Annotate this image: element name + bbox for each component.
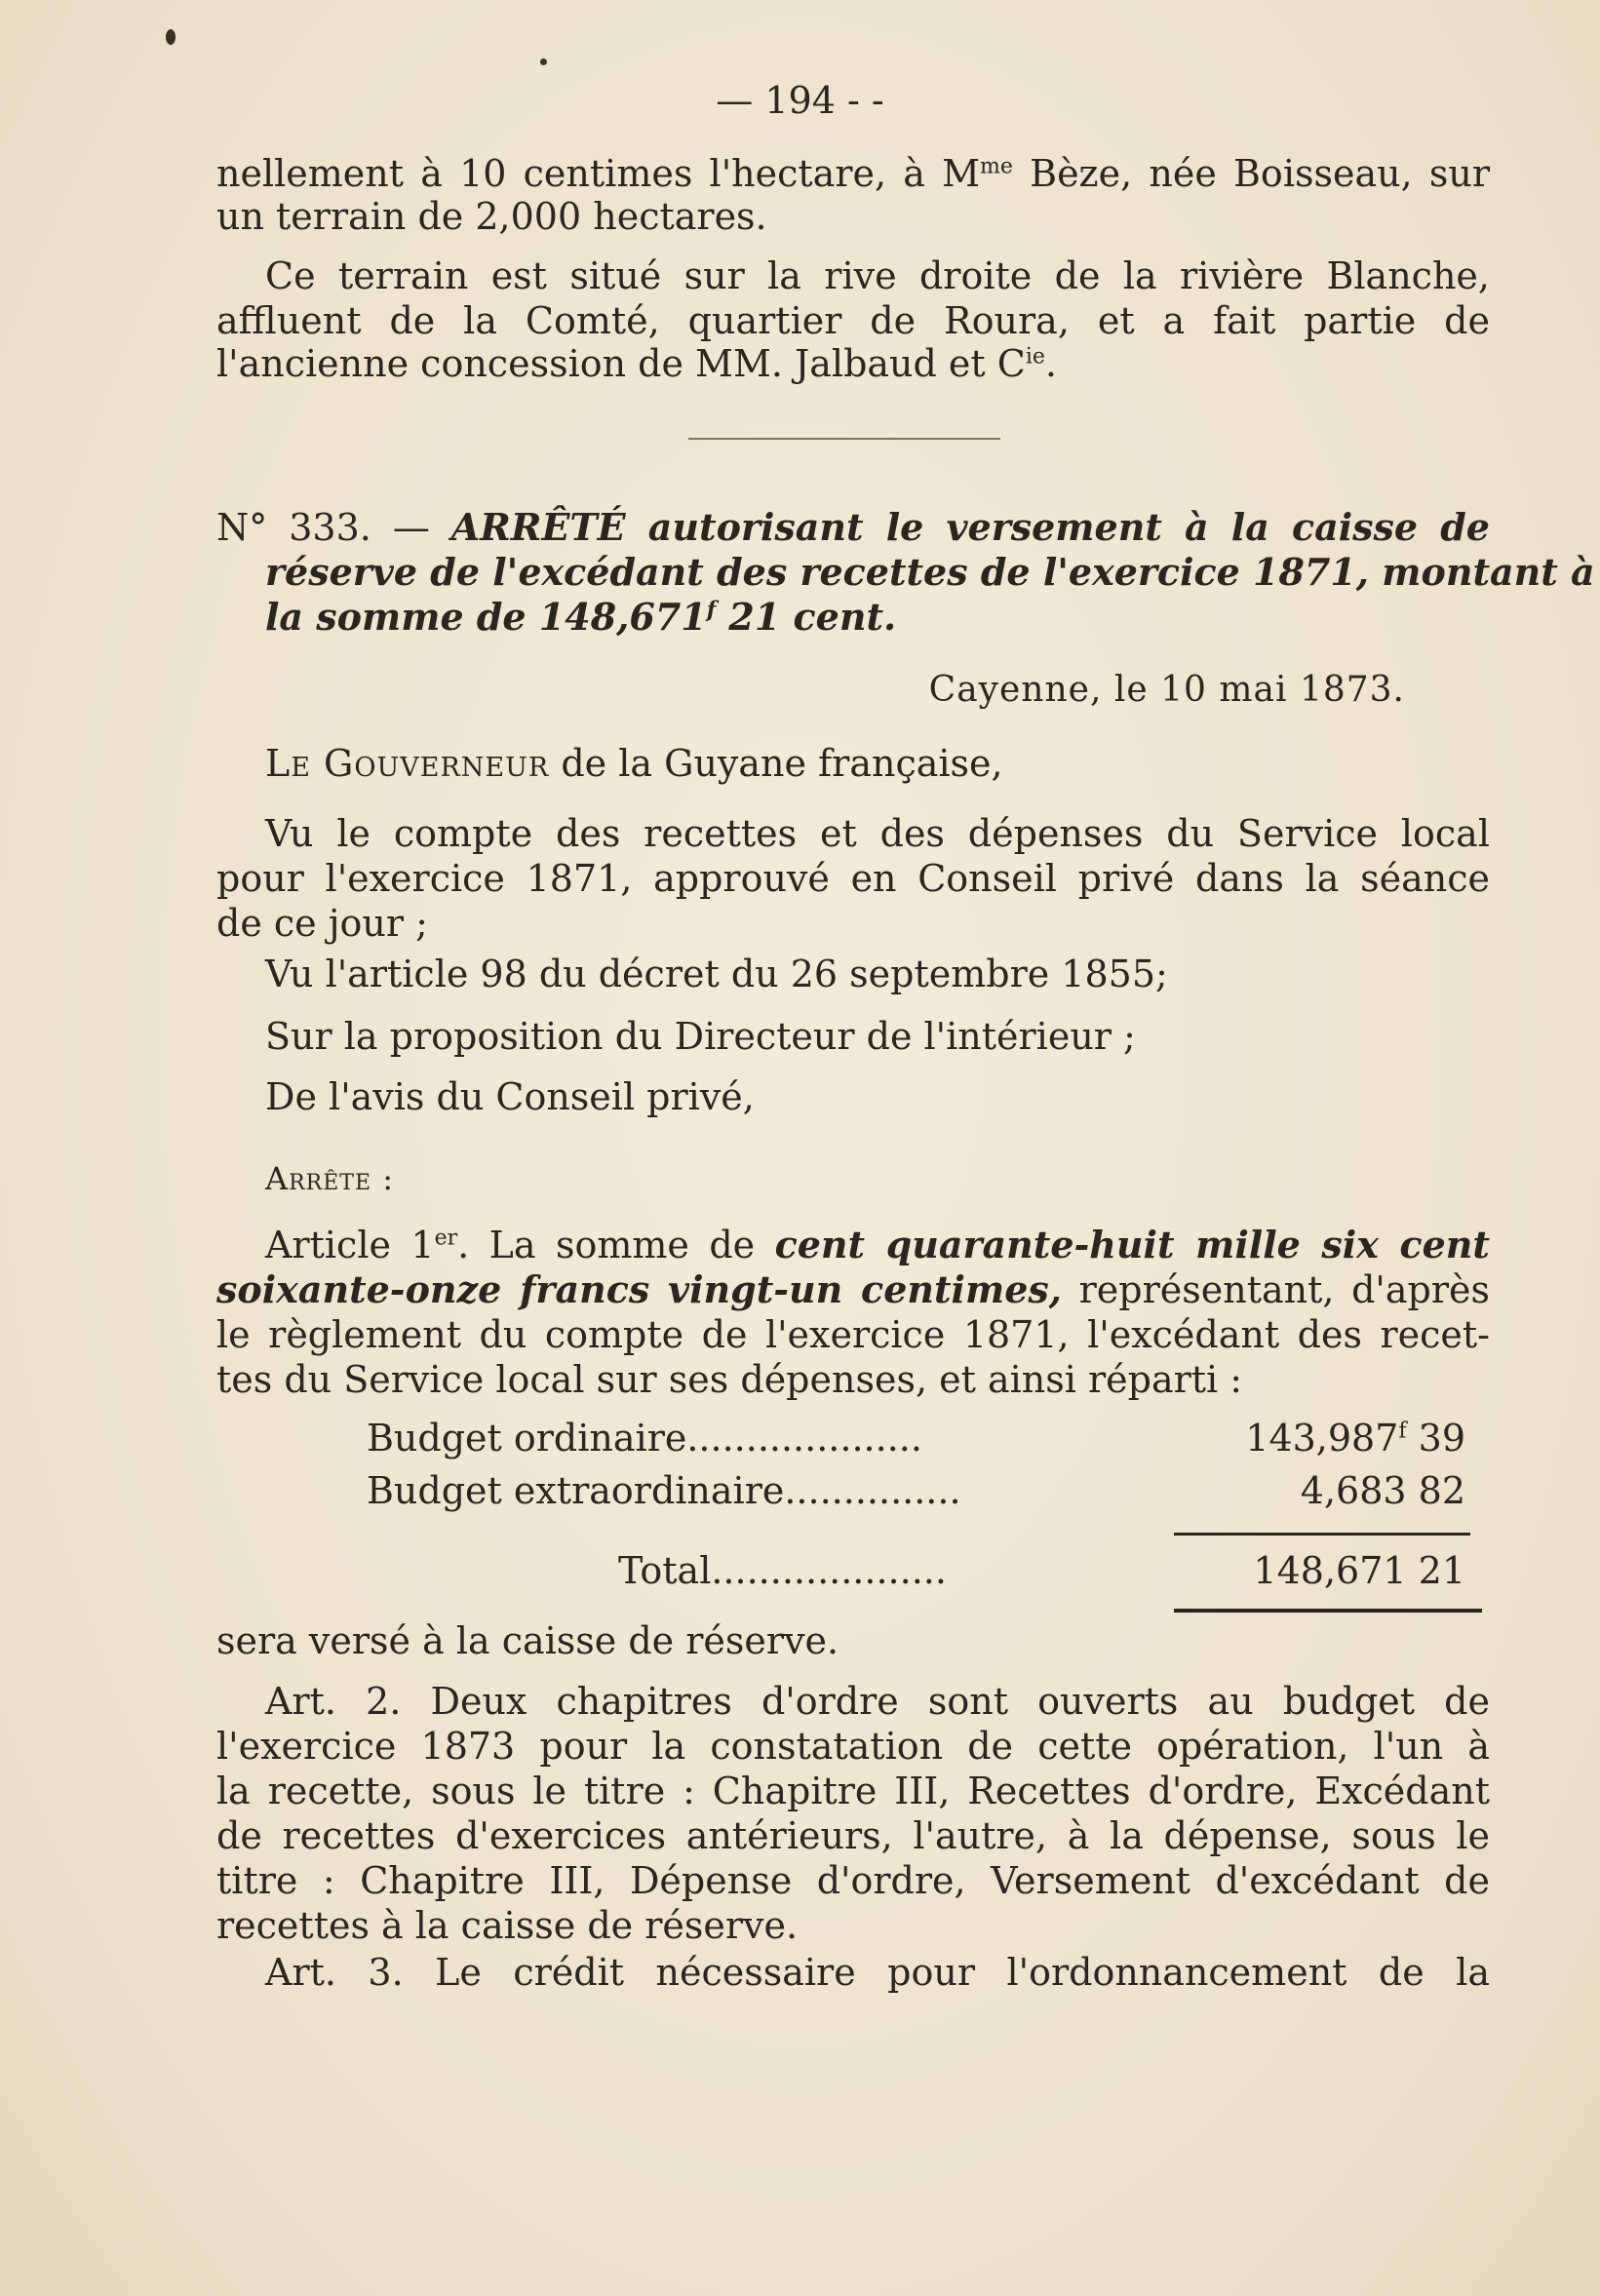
ink-spot xyxy=(540,58,547,65)
intro-text: Bèze, née Boisseau, sur xyxy=(1012,152,1491,195)
decree-heading: ARRÊTÉ xyxy=(450,505,626,549)
intro-line-5 xyxy=(216,341,1490,386)
budget-cents: 39 xyxy=(1406,1417,1465,1459)
article2-line: titre : Chapitre III, Dépense d'ordre, Versement d'excédant de xyxy=(216,1859,1490,1902)
superscript: f xyxy=(1398,1419,1407,1444)
budget-row-label: Budget ordinaire.................... xyxy=(367,1417,922,1459)
superscript: me xyxy=(980,154,1013,179)
article2-line: de recettes d'exercices antérieurs, l'autre, à la dépense, sous le xyxy=(216,1814,1490,1857)
article-number: Article 1 xyxy=(265,1224,435,1266)
page-number: — 194 - - xyxy=(716,79,884,122)
article2-line: Art. 2. Deux chapitres d'ordre sont ouverts au budget de xyxy=(265,1680,1490,1723)
governor-line xyxy=(265,741,1490,786)
intro-text: . xyxy=(1044,342,1057,385)
considerant-line: Vu l'article 98 du décret du 26 septembre 1855; xyxy=(265,953,1168,995)
decree-title-text: la somme de 148,671 xyxy=(265,595,707,639)
article1-line-2 xyxy=(216,1267,1490,1312)
article-amount-words: cent quarante-huit mille six cent xyxy=(774,1223,1490,1266)
total-rule-top xyxy=(1174,1533,1470,1536)
intro-text: nellement à 10 centimes l'hectare, à M xyxy=(216,152,981,195)
article1-closing: sera versé à la caisse de réserve. xyxy=(216,1619,839,1662)
intro-line-2: un terrain de 2,000 hectares. xyxy=(216,195,767,238)
superscript: er xyxy=(434,1226,458,1251)
article2-line: la recette, sous le titre : Chapitre III, Recettes d'ordre, Excédant xyxy=(216,1770,1490,1812)
arrete-heading: Arrête : xyxy=(265,1160,394,1197)
decree-title-text: 21 cent. xyxy=(716,595,897,639)
section-separator xyxy=(688,438,1000,440)
considerant-line: pour l'exercice 1871, approuvé en Conseil privé dans la séance xyxy=(216,857,1490,900)
total-label: Total.................... xyxy=(618,1549,947,1592)
superscript: ie xyxy=(1025,344,1045,370)
total-rule-bottom xyxy=(1174,1609,1482,1613)
intro-line-3: Ce terrain est situé sur la rive droite de la rivière Blanche, xyxy=(265,254,1490,297)
decree-number: N° 333. — xyxy=(216,506,451,549)
article-text: représentant, d'après xyxy=(1062,1268,1490,1311)
budget-amount: 143,987 xyxy=(1245,1417,1399,1459)
article3-line: Art. 3. Le crédit nécessaire pour l'ordonnancement de la xyxy=(265,1951,1490,1994)
budget-row-label: Budget extraordinaire............... xyxy=(367,1469,961,1512)
article2-line: l'exercice 1873 pour la constatation de cette opération, l'un à xyxy=(216,1725,1490,1768)
decree-title-line-1 xyxy=(216,505,1490,550)
considerant-line: de ce jour ; xyxy=(216,902,428,945)
article1-line-4: tes du Service local sur ses dépenses, et ainsi réparti : xyxy=(216,1358,1243,1401)
intro-line-4: affluent de la Comté, quartier de Roura, et a fait partie de xyxy=(216,299,1490,342)
decree-title-line-2: réserve de l'excédant des recettes de l'exercice 1871, montant à xyxy=(265,550,1595,594)
article1-line-1 xyxy=(265,1223,1490,1267)
article1-line-3: le règlement du compte de l'exercice 1871, l'excédant des recet- xyxy=(216,1313,1490,1356)
decree-title-text: autorisant le versement à la caisse de xyxy=(625,505,1490,549)
budget-cents: 82 xyxy=(1406,1469,1465,1512)
superscript: f xyxy=(706,597,717,623)
intro-line-1 xyxy=(216,151,1490,196)
article-amount-words: soixante-onze francs vingt-un centimes, xyxy=(216,1267,1062,1311)
budget-row-value xyxy=(1245,1416,1465,1460)
considerant-line: Vu le compte des recettes et des dépenses du Service local xyxy=(265,812,1490,855)
article-text: . La somme de xyxy=(457,1224,775,1266)
governor-text: de la Guyane française, xyxy=(549,742,1003,785)
ink-spot xyxy=(166,29,176,45)
decree-title-line-3 xyxy=(265,595,1490,640)
total-value: 148,671 21 xyxy=(1253,1549,1465,1592)
governor-title: Le Gouverneur xyxy=(265,742,550,785)
budget-amount: 4,683 xyxy=(1300,1469,1407,1512)
article2-line: recettes à la caisse de réserve. xyxy=(216,1904,799,1947)
budget-row-value xyxy=(1301,1468,1465,1513)
intro-text: l'ancienne concession de MM. Jalbaud et C xyxy=(216,342,1026,385)
place-date: Cayenne, le 10 mai 1873. xyxy=(928,670,1405,710)
considerant-line: De l'avis du Conseil privé, xyxy=(265,1075,755,1118)
considerant-line: Sur la proposition du Directeur de l'intérieur ; xyxy=(265,1015,1136,1058)
